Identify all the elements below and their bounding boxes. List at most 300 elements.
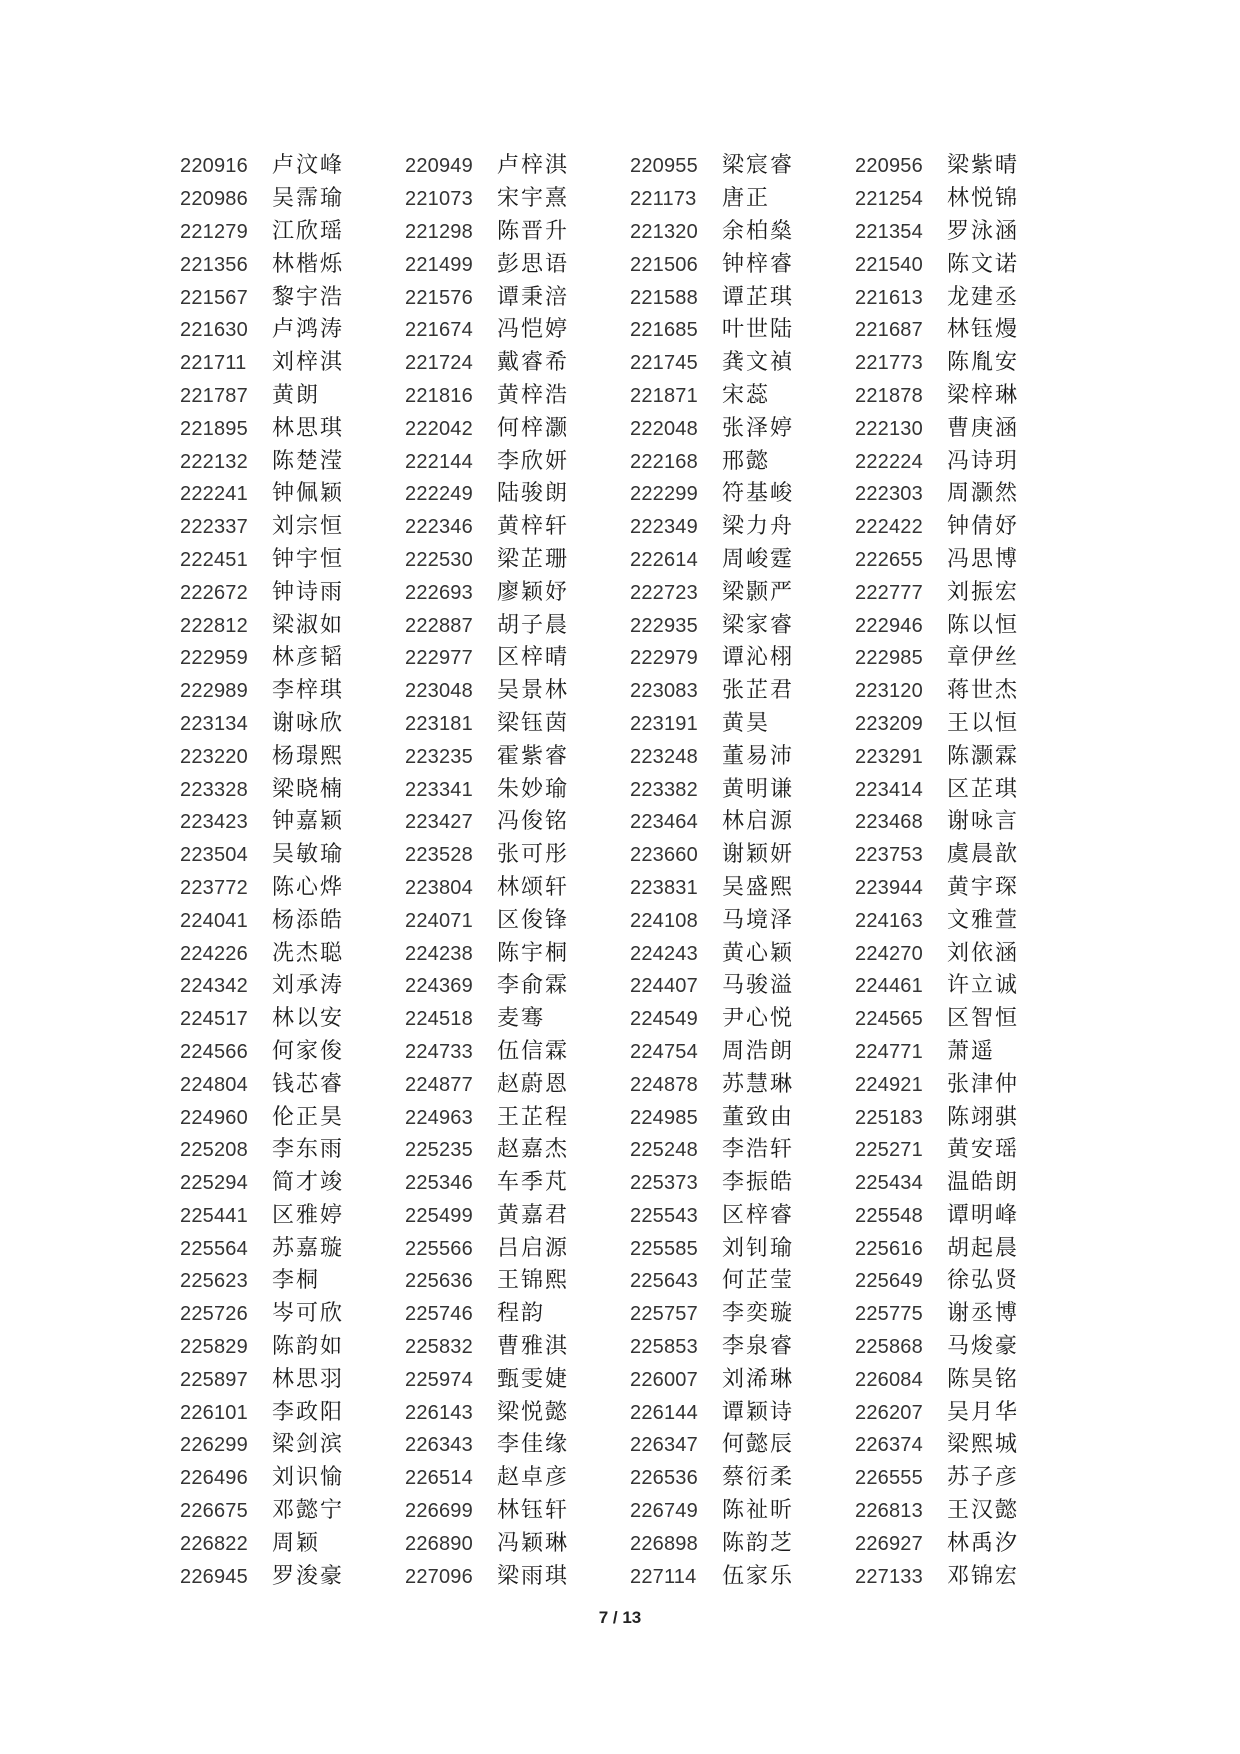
student-name: 区芷琪 — [947, 776, 1020, 802]
student-id: 221254 — [855, 188, 923, 211]
student-id: 223427 — [405, 811, 473, 834]
student-name: 霍紫睿 — [497, 743, 570, 769]
student-id: 227133 — [855, 1565, 923, 1588]
student-id: 223804 — [405, 876, 473, 899]
student-name: 区梓晴 — [497, 645, 570, 671]
student-name: 李俞霖 — [497, 973, 570, 999]
student-id: 222303 — [855, 483, 923, 506]
student-name: 冯恺婷 — [497, 317, 570, 343]
student-id: 223328 — [180, 778, 248, 801]
student-id: 223341 — [405, 778, 473, 801]
student-name: 梁梓琳 — [947, 382, 1020, 408]
student-id: 226945 — [180, 1565, 248, 1588]
student-id: 226101 — [180, 1401, 248, 1424]
student-id: 222048 — [630, 417, 698, 440]
student-id: 221687 — [855, 319, 923, 342]
student-name: 陈昊铭 — [947, 1366, 1020, 1392]
student-id: 221499 — [405, 253, 473, 276]
student-name: 文雅萱 — [947, 907, 1020, 933]
student-id: 220916 — [180, 155, 248, 178]
student-id: 226374 — [855, 1434, 923, 1457]
student-name: 邓锦宏 — [947, 1563, 1020, 1589]
student-id: 222144 — [405, 450, 473, 473]
student-name: 赵蔚恩 — [497, 1071, 570, 1097]
student-id: 226822 — [180, 1532, 248, 1555]
student-id: 221816 — [405, 384, 473, 407]
student-id: 221173 — [630, 188, 697, 211]
student-name: 罗浚豪 — [272, 1563, 345, 1589]
student-id: 223083 — [630, 680, 698, 703]
student-name: 徐弘贤 — [947, 1268, 1020, 1294]
student-id: 226749 — [630, 1500, 698, 1523]
student-id: 224985 — [630, 1106, 698, 1129]
student-id: 225829 — [180, 1336, 248, 1359]
student-name: 黄心颖 — [722, 940, 795, 966]
student-name: 梁剑滨 — [272, 1432, 345, 1458]
student-id: 226699 — [405, 1500, 473, 1523]
student-name: 卢梓淇 — [497, 153, 570, 179]
student-name: 宋宇熹 — [497, 186, 570, 212]
student-id: 225726 — [180, 1303, 248, 1326]
student-name: 余柏燊 — [722, 218, 795, 244]
student-name: 谢颖妍 — [722, 842, 795, 868]
student-id: 224921 — [855, 1073, 923, 1096]
student-name: 唐正 — [722, 186, 771, 212]
student-id: 225271 — [855, 1139, 923, 1162]
student-name: 何懿辰 — [722, 1432, 795, 1458]
student-id: 226143 — [405, 1401, 473, 1424]
student-id: 224565 — [855, 1008, 923, 1031]
student-name: 苏嘉璇 — [272, 1235, 345, 1261]
student-id: 225757 — [630, 1303, 698, 1326]
student-name: 刘钊瑜 — [722, 1235, 795, 1261]
student-name: 吴盛熙 — [722, 874, 795, 900]
student-id: 225585 — [630, 1237, 698, 1260]
student-name: 林思琪 — [272, 415, 345, 441]
student-id: 222349 — [630, 516, 698, 539]
student-id: 225897 — [180, 1368, 248, 1391]
student-id: 222132 — [180, 450, 248, 473]
student-name: 吴景林 — [497, 678, 570, 704]
student-name: 林启源 — [722, 809, 795, 835]
student-id: 225868 — [855, 1336, 923, 1359]
student-name: 罗泳涵 — [947, 218, 1020, 244]
student-name: 伍信霖 — [497, 1038, 570, 1064]
student-id: 221298 — [405, 220, 473, 243]
student-name: 陆骏朗 — [497, 481, 570, 507]
student-name: 林悦锦 — [947, 186, 1020, 212]
student-id: 221320 — [630, 220, 698, 243]
student-id: 222299 — [630, 483, 698, 506]
student-name: 梁熙城 — [947, 1432, 1020, 1458]
student-name: 黄梓浩 — [497, 382, 570, 408]
student-name: 彭思语 — [497, 251, 570, 277]
student-name: 谭明峰 — [947, 1202, 1020, 1228]
student-id: 227114 — [630, 1565, 697, 1588]
student-name: 刘振宏 — [947, 579, 1020, 605]
student-id: 221871 — [630, 384, 698, 407]
student-id: 224518 — [405, 1008, 473, 1031]
student-name: 何芷莹 — [722, 1268, 795, 1294]
student-id: 225183 — [855, 1106, 923, 1129]
student-id: 222337 — [180, 516, 248, 539]
student-id: 221279 — [180, 220, 248, 243]
student-name: 冯思博 — [947, 546, 1020, 572]
student-name: 陈韵芝 — [722, 1530, 795, 1556]
student-name: 林禹汐 — [947, 1530, 1020, 1556]
student-id: 222530 — [405, 548, 473, 571]
student-id: 225499 — [405, 1204, 473, 1227]
student-id: 225441 — [180, 1204, 248, 1227]
student-name: 陈胤安 — [947, 350, 1020, 376]
student-id: 221073 — [405, 188, 473, 211]
student-name: 王汉懿 — [947, 1498, 1020, 1524]
student-name: 宋蕊 — [722, 382, 771, 408]
student-name: 何梓灏 — [497, 415, 570, 441]
student-name: 区雅婷 — [272, 1202, 345, 1228]
student-name: 曹雅淇 — [497, 1334, 570, 1360]
student-name: 梁颢严 — [722, 579, 795, 605]
student-name: 王芷程 — [497, 1104, 570, 1130]
student-id: 223468 — [855, 811, 923, 834]
student-id: 223382 — [630, 778, 698, 801]
student-id: 225832 — [405, 1336, 473, 1359]
student-name: 冼杰聪 — [272, 940, 345, 966]
student-name: 谭芷琪 — [722, 284, 795, 310]
student-name: 马境泽 — [722, 907, 795, 933]
student-name: 陈祉昕 — [722, 1498, 795, 1524]
student-name: 王以恒 — [947, 710, 1020, 736]
student-name: 李东雨 — [272, 1137, 345, 1163]
student-id: 223831 — [630, 876, 698, 899]
student-name: 钟佩颖 — [272, 481, 345, 507]
student-id: 222723 — [630, 581, 698, 604]
student-id: 226144 — [630, 1401, 698, 1424]
student-id: 226343 — [405, 1434, 473, 1457]
student-id: 225543 — [630, 1204, 698, 1227]
student-id: 225649 — [855, 1270, 923, 1293]
student-name: 梁雨琪 — [497, 1563, 570, 1589]
student-id: 221724 — [405, 352, 473, 375]
student-id: 225346 — [405, 1172, 473, 1195]
student-name: 黄昊 — [722, 710, 771, 736]
student-name: 黄嘉君 — [497, 1202, 570, 1228]
student-name: 梁家睿 — [722, 612, 795, 638]
student-id: 222887 — [405, 614, 473, 637]
student-name: 林颂轩 — [497, 874, 570, 900]
student-name: 麦骞 — [497, 1006, 546, 1032]
student-name: 李桐 — [272, 1268, 321, 1294]
student-name: 陈楚滢 — [272, 448, 345, 474]
student-id: 224071 — [405, 909, 473, 932]
student-id: 223209 — [855, 712, 923, 735]
student-name: 李欣妍 — [497, 448, 570, 474]
student-id: 224733 — [405, 1040, 473, 1063]
student-id: 223464 — [630, 811, 698, 834]
student-id: 221567 — [180, 286, 248, 309]
student-id: 222979 — [630, 647, 698, 670]
student-id: 224878 — [630, 1073, 698, 1096]
student-id: 226536 — [630, 1467, 698, 1490]
student-id: 223753 — [855, 844, 923, 867]
student-name: 萧遥 — [947, 1038, 996, 1064]
student-name: 林钰熳 — [947, 317, 1020, 343]
student-name: 杨璟熙 — [272, 743, 345, 769]
student-name: 谭颖诗 — [722, 1399, 795, 1425]
student-id: 223191 — [630, 712, 698, 735]
student-name: 胡子晨 — [497, 612, 570, 638]
student-name: 车季芃 — [497, 1170, 570, 1196]
student-id: 226347 — [630, 1434, 698, 1457]
student-name: 区智恒 — [947, 1006, 1020, 1032]
student-id: 224963 — [405, 1106, 473, 1129]
student-name: 刘依涵 — [947, 940, 1020, 966]
student-name: 李政阳 — [272, 1399, 345, 1425]
student-id: 221576 — [405, 286, 473, 309]
student-id: 221356 — [180, 253, 248, 276]
student-id: 221787 — [180, 384, 248, 407]
student-id: 220955 — [630, 155, 698, 178]
student-id: 222130 — [855, 417, 923, 440]
student-id: 222989 — [180, 680, 248, 703]
student-name: 邓懿宁 — [272, 1498, 345, 1524]
student-name: 苏子彦 — [947, 1465, 1020, 1491]
student-name: 董易沛 — [722, 743, 795, 769]
student-name: 邢懿 — [722, 448, 771, 474]
student-name: 梁宸睿 — [722, 153, 795, 179]
student-id: 221878 — [855, 384, 923, 407]
student-id: 220956 — [855, 155, 923, 178]
student-id: 223504 — [180, 844, 248, 867]
student-name: 甄雯婕 — [497, 1366, 570, 1392]
student-id: 222249 — [405, 483, 473, 506]
student-id: 224566 — [180, 1040, 248, 1063]
student-id: 222224 — [855, 450, 923, 473]
student-id: 227096 — [405, 1565, 473, 1588]
student-id: 222959 — [180, 647, 248, 670]
student-name: 梁紫晴 — [947, 153, 1020, 179]
student-id: 222946 — [855, 614, 923, 637]
student-name: 廖颖妤 — [497, 579, 570, 605]
student-name: 钱芯睿 — [272, 1071, 345, 1097]
student-name: 李梓琪 — [272, 678, 345, 704]
student-id: 223181 — [405, 712, 473, 735]
student-id: 224877 — [405, 1073, 473, 1096]
student-id: 220949 — [405, 155, 473, 178]
student-id: 226675 — [180, 1500, 248, 1523]
student-id: 222693 — [405, 581, 473, 604]
student-name: 刘梓淇 — [272, 350, 345, 376]
student-id: 221674 — [405, 319, 473, 342]
student-name: 谭秉涪 — [497, 284, 570, 310]
student-id: 223048 — [405, 680, 473, 703]
student-id: 221613 — [855, 286, 923, 309]
student-name: 李浩轩 — [722, 1137, 795, 1163]
student-name: 林楷烁 — [272, 251, 345, 277]
student-name: 赵嘉杰 — [497, 1137, 570, 1163]
student-name: 钟诗雨 — [272, 579, 345, 605]
student-id: 224238 — [405, 942, 473, 965]
student-id: 221685 — [630, 319, 698, 342]
student-id: 222451 — [180, 548, 248, 571]
student-id: 224804 — [180, 1073, 248, 1096]
student-name: 符基峻 — [722, 481, 795, 507]
student-name: 梁芷珊 — [497, 546, 570, 572]
student-id: 223291 — [855, 745, 923, 768]
student-name: 谢咏言 — [947, 809, 1020, 835]
student-name: 吴月华 — [947, 1399, 1020, 1425]
student-id: 224960 — [180, 1106, 248, 1129]
student-name: 杨添皓 — [272, 907, 345, 933]
student-id: 225434 — [855, 1172, 923, 1195]
student-id: 226007 — [630, 1368, 698, 1391]
student-id: 223423 — [180, 811, 248, 834]
student-id: 225294 — [180, 1172, 248, 1195]
student-id: 225853 — [630, 1336, 698, 1359]
student-id: 224549 — [630, 1008, 698, 1031]
student-id: 226927 — [855, 1532, 923, 1555]
student-name: 陈翊骐 — [947, 1104, 1020, 1130]
student-name: 梁晓楠 — [272, 776, 345, 802]
student-name: 刘宗恒 — [272, 514, 345, 540]
student-id: 225775 — [855, 1303, 923, 1326]
student-id: 225208 — [180, 1139, 248, 1162]
student-name: 周颖 — [272, 1530, 321, 1556]
student-id: 222168 — [630, 450, 698, 473]
student-id: 225564 — [180, 1237, 248, 1260]
student-id: 223120 — [855, 680, 923, 703]
student-id: 224243 — [630, 942, 698, 965]
student-name: 林钰轩 — [497, 1498, 570, 1524]
student-name: 吴敏瑜 — [272, 842, 345, 868]
student-name: 钟梓睿 — [722, 251, 795, 277]
student-id: 224461 — [855, 975, 923, 998]
student-name: 陈韵如 — [272, 1334, 345, 1360]
student-id: 225616 — [855, 1237, 923, 1260]
student-name: 黄安瑶 — [947, 1137, 1020, 1163]
student-id: 221773 — [855, 352, 923, 375]
student-name: 谢丞博 — [947, 1301, 1020, 1327]
student-name: 简才竣 — [272, 1170, 345, 1196]
student-id: 226813 — [855, 1500, 923, 1523]
student-id: 225643 — [630, 1270, 698, 1293]
student-name: 江欣瑶 — [272, 218, 345, 244]
student-id: 221745 — [630, 352, 698, 375]
student-name: 周峻霆 — [722, 546, 795, 572]
student-name: 马焌豪 — [947, 1334, 1020, 1360]
student-name: 卢汶峰 — [272, 153, 345, 179]
student-name: 钟宇恒 — [272, 546, 345, 572]
student-id: 221506 — [630, 253, 698, 276]
student-name: 张可彤 — [497, 842, 570, 868]
student-name: 龙建丞 — [947, 284, 1020, 310]
student-name: 李振皓 — [722, 1170, 795, 1196]
student-name: 刘识愉 — [272, 1465, 345, 1491]
student-name: 周灏然 — [947, 481, 1020, 507]
student-id: 222977 — [405, 647, 473, 670]
student-id: 223944 — [855, 876, 923, 899]
student-id: 225248 — [630, 1139, 698, 1162]
student-name: 陈宇桐 — [497, 940, 570, 966]
student-name: 梁力舟 — [722, 514, 795, 540]
student-name: 卢鸿涛 — [272, 317, 345, 343]
student-name: 何家俊 — [272, 1038, 345, 1064]
student-id: 225746 — [405, 1303, 473, 1326]
student-name: 冯诗玥 — [947, 448, 1020, 474]
student-id: 225548 — [855, 1204, 923, 1227]
student-id: 226496 — [180, 1467, 248, 1490]
student-name: 陈晋升 — [497, 218, 570, 244]
student-name: 戴睿希 — [497, 350, 570, 376]
student-id: 223134 — [180, 712, 248, 735]
student-name: 王锦熙 — [497, 1268, 570, 1294]
student-name: 刘承涛 — [272, 973, 345, 999]
student-name: 梁悦懿 — [497, 1399, 570, 1425]
student-id: 226890 — [405, 1532, 473, 1555]
student-name: 钟倩妤 — [947, 514, 1020, 540]
student-name: 区俊锋 — [497, 907, 570, 933]
student-name: 吕启源 — [497, 1235, 570, 1261]
student-id: 224226 — [180, 942, 248, 965]
student-id: 226207 — [855, 1401, 923, 1424]
student-id: 222777 — [855, 581, 923, 604]
student-name: 张泽婷 — [722, 415, 795, 441]
student-name: 尹心悦 — [722, 1006, 795, 1032]
student-name: 胡起晨 — [947, 1235, 1020, 1261]
student-name: 林思羽 — [272, 1366, 345, 1392]
student-name: 叶世陆 — [722, 317, 795, 343]
student-name: 李奕璇 — [722, 1301, 795, 1327]
student-name: 蔡衍柔 — [722, 1465, 795, 1491]
student-id: 226084 — [855, 1368, 923, 1391]
student-id: 223660 — [630, 844, 698, 867]
student-id: 225566 — [405, 1237, 473, 1260]
student-id: 222346 — [405, 516, 473, 539]
student-name: 张津仲 — [947, 1071, 1020, 1097]
student-id: 221895 — [180, 417, 248, 440]
student-name: 林以安 — [272, 1006, 345, 1032]
student-id: 222985 — [855, 647, 923, 670]
student-id: 224369 — [405, 975, 473, 998]
student-id: 222672 — [180, 581, 248, 604]
student-name: 陈心烨 — [272, 874, 345, 900]
student-id: 226555 — [855, 1467, 923, 1490]
student-name: 赵卓彦 — [497, 1465, 570, 1491]
student-name: 朱妙瑜 — [497, 776, 570, 802]
student-list — [180, 150, 1080, 1593]
student-id: 223414 — [855, 778, 923, 801]
student-id: 225235 — [405, 1139, 473, 1162]
student-id: 224754 — [630, 1040, 698, 1063]
student-name: 虞晨歆 — [947, 842, 1020, 868]
student-id: 224771 — [855, 1040, 923, 1063]
student-id: 222812 — [180, 614, 248, 637]
student-name: 黎宇浩 — [272, 284, 345, 310]
student-id: 226898 — [630, 1532, 698, 1555]
student-name: 陈灏霖 — [947, 743, 1020, 769]
student-name: 蒋世杰 — [947, 678, 1020, 704]
student-name: 黄朗 — [272, 382, 321, 408]
student-id: 225636 — [405, 1270, 473, 1293]
student-name: 岑可欣 — [272, 1301, 345, 1327]
student-name: 许立诚 — [947, 973, 1020, 999]
student-name: 章伊丝 — [947, 645, 1020, 671]
student-id: 224041 — [180, 909, 248, 932]
student-id: 223235 — [405, 745, 473, 768]
student-name: 程韵 — [497, 1301, 546, 1327]
student-id: 222422 — [855, 516, 923, 539]
student-id: 224163 — [855, 909, 923, 932]
